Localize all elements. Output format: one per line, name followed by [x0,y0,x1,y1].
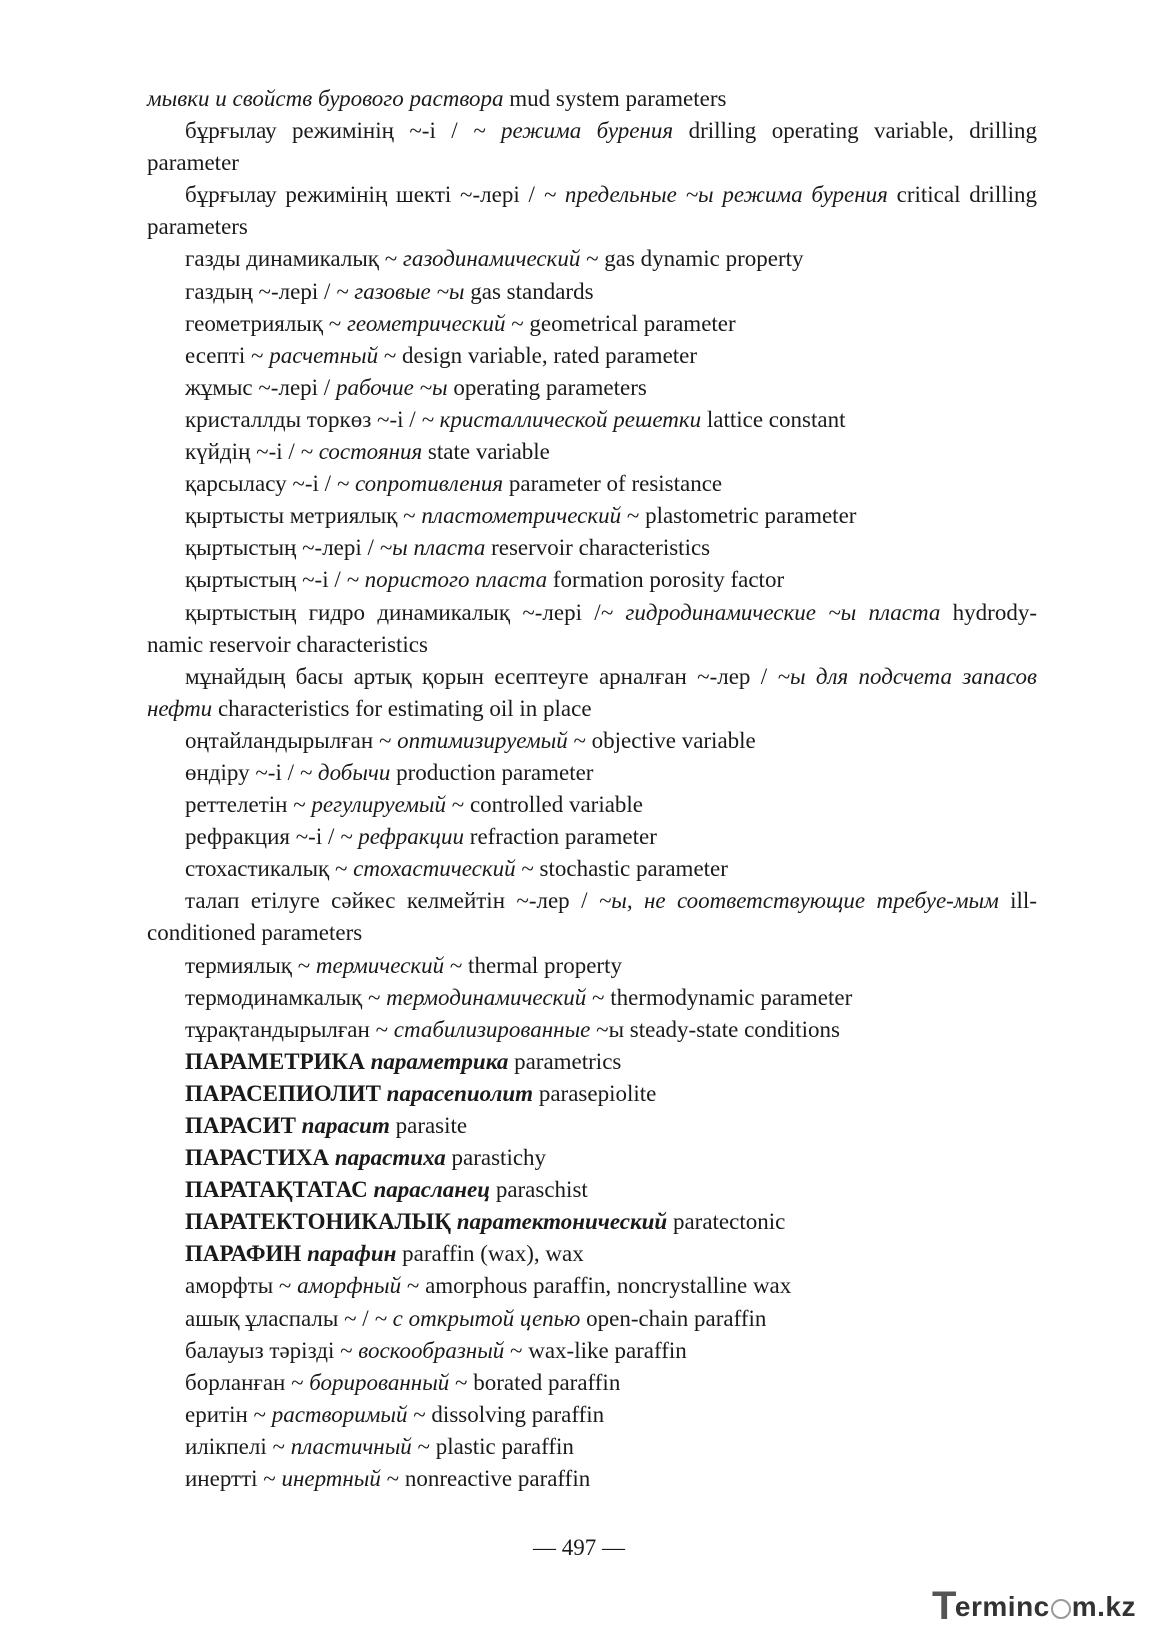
dictionary-entry [147,340,1037,372]
entry-text: critical drilling parameters [147,182,1037,240]
entry-text: refraction parameter [464,824,657,850]
entry-russian-italic: расчетный [269,342,379,368]
dictionary-entry [147,404,1037,436]
entry-text: тұрақтандырылған ~ [185,1016,394,1042]
logo-circle-icon [1051,1599,1071,1619]
entry-headword: ПАРАСЕПИОЛИТ [185,1080,381,1106]
entry-russian-italic: термодинамический [386,984,587,1010]
dictionary-entry [147,1431,1037,1463]
entry-russian-italic: аморфный [297,1273,402,1299]
entry-russian-italic: ~ сопротивления [336,471,504,497]
dictionary-entry [147,950,1037,982]
logo-letter-t: T [931,1584,957,1628]
entry-russian-italic: стохастический [353,856,516,882]
entry-text: еритін ~ [185,1401,272,1427]
dictionary-entry [147,1110,1037,1142]
dictionary-entry [147,1174,1037,1206]
dictionary-entry [147,982,1037,1014]
entry-text: paraffin (wax), wax [396,1241,584,1267]
entry-text: бұрғылау режимінің ~-і / [185,118,474,144]
entry-text: reservoir characteristics [485,535,711,561]
dictionary-entry [147,468,1037,500]
entry-russian-italic: газодинамический [402,246,581,272]
entry-text: ~ objective variable [567,727,756,753]
entry-headword: парасит [301,1113,390,1138]
entry-text: gas standards [464,278,594,304]
dictionary-entry [147,564,1037,596]
entry-text: газдың ~-лері / [185,278,337,304]
entry-text: күйдің ~-і / [185,439,301,465]
entry-text: кристаллды торкөз ~-і / [185,406,422,432]
entry-headword: ПАРАФИН [185,1241,302,1267]
dictionary-entry [147,1463,1037,1495]
entry-text: мұнайдың басы артық қорын есептеуге арналған ~-лер / [185,663,778,689]
logo-text-domain: m.kz [1071,1590,1136,1622]
entry-headword: ПАРАМЕТРИКА [185,1048,365,1074]
entry-headword: паратектонический [456,1209,668,1235]
dictionary-entry [147,532,1037,564]
entry-text: инертті ~ [185,1466,282,1492]
entry-text: термодинамкалық ~ [185,984,387,1010]
dictionary-entry [147,243,1037,275]
entry-text: operating parameters [447,374,647,400]
entry-text: ~ controlled variable [446,792,644,818]
entry-russian-italic: ~ пористого пласта [346,567,548,593]
entry-russian-italic: ~ с открытой цепью [374,1305,581,1331]
entry-russian-italic: инертный [281,1466,381,1492]
entry-russian-italic: мывки и свойств бурового раствора [147,86,504,111]
entry-text: ~ nonreactive paraffin [380,1466,591,1492]
entry-text: ~ geometrical parameter [505,310,736,336]
entry-russian-italic: пластометрический [421,503,622,529]
entry-text: илікпелі ~ [185,1433,291,1459]
entry-russian-italic: ~ы для подсчета запасов нефти [147,663,1037,721]
entry-text: hydrody-namic reservoir characteristics [147,599,1037,657]
dictionary-entry [147,661,1037,725]
dictionary-entry [147,885,1037,949]
dictionary-entry [147,1014,1037,1046]
dictionary-entry [147,1238,1037,1270]
entry-text: балауыз тәрізді ~ [185,1337,359,1363]
dictionary-entry [147,597,1037,661]
entry-text: қыртыстың ~-і / [185,567,347,593]
entry-headword: ПАРАСИТ [185,1113,296,1138]
logo-text-part: erminc [954,1590,1050,1622]
entry-russian-italic: рабочие ~ы [335,374,448,400]
entry-text: ill-conditioned parameters [147,888,1037,946]
dictionary-entry [147,1270,1037,1302]
entry-text: paraschist [490,1177,588,1203]
entry-text: өндіру ~-і / [185,759,300,785]
dictionary-entry [147,372,1037,404]
entry-text: ~ы steady-state conditions [590,1016,840,1042]
dictionary-entry [147,115,1037,179]
entry-russian-italic: ~ состояния [300,439,423,465]
entry-russian-italic: воскообразный [358,1337,505,1363]
dictionary-entry [147,276,1037,308]
entry-headword: парастиха [334,1145,446,1171]
entry-text: ~ gas dynamic property [580,246,804,272]
entry-text: есепті ~ [185,342,270,368]
dictionary-entry [147,821,1037,853]
entry-text: талап етілуге сәйкес келмейтін ~-лер / [185,888,599,914]
entry-text: lattice constant [701,406,846,432]
entry-text: ~ thermal property [444,952,622,978]
dictionary-entry [147,500,1037,532]
entry-text: стохастикалық ~ [185,856,354,882]
dictionary-entry [147,1303,1037,1335]
entry-russian-italic: регулируемый [311,792,447,818]
entry-text: ~ borated paraffin [449,1369,621,1395]
entry-russian-italic: ~ы, не соответствующие требуе-мым [598,888,999,914]
entry-text: open-chain paraffin [580,1305,767,1331]
entry-text: ашық ұласпалы ~ / [185,1305,375,1331]
entry-headword: парафин [307,1241,397,1267]
entry-russian-italic: ~ кристаллической решетки [421,406,702,432]
dictionary-entry [147,1206,1037,1238]
entry-text: ~ dissolving paraffin [407,1401,605,1427]
entry-russian-italic: растворимый [271,1401,408,1427]
dictionary-entry [147,179,1037,243]
dictionary-entry [147,1335,1037,1367]
entry-text: жұмыс ~-лері / [185,374,336,400]
entry-text: реттелетін ~ [185,792,312,818]
entry-headword: ПАРАСТИХА [185,1145,330,1171]
dictionary-entry [147,1367,1037,1399]
entry-text: геометриялық ~ [185,310,347,336]
entry-russian-italic: геометрический [346,310,506,336]
entry-text: parasite [389,1113,468,1138]
entry-text: қыртысты метриялық ~ [185,503,422,529]
dictionary-entry [147,757,1037,789]
entry-text: characteristics for estimating oil in place [212,695,592,721]
entry-text: бұрғылау режимінің шекті ~-лері / [185,182,544,208]
entry-text: formation porosity factor [547,567,785,593]
entry-text: қыртыстың гидро динамикалық ~-лері / [185,599,601,625]
dictionary-entry [147,853,1037,885]
entry-text: state variable [422,439,550,465]
entry-text: ~ design variable, rated parameter [378,342,698,368]
entry-russian-italic: борированный [309,1369,450,1395]
dictionary-entry [147,1142,1037,1174]
entry-text: parametrics [508,1048,622,1074]
dictionary-entry [147,1046,1037,1078]
entry-text: parastichy [445,1145,547,1171]
entry-text: оңтайландырылған ~ [185,727,398,753]
entry-headword: парасланец [373,1177,491,1203]
termincom-logo [932,1584,1136,1629]
dictionary-entry [147,83,1037,115]
entry-text: drilling operating variable, drilling parameter [147,118,1037,176]
entry-text: ~ thermodynamic parameter [586,984,853,1010]
entry-text: термиялық ~ [185,952,316,978]
dictionary-entry [147,725,1037,757]
entry-text: қыртыстың ~-лері / [185,535,380,561]
entry-headword: ПАРАТАҚТАТАС [185,1177,368,1203]
dictionary-entry [147,1399,1037,1431]
entry-russian-italic: ~ы пласта [379,535,486,561]
entry-text: paratectonic [667,1209,786,1235]
entry-text: газды динамикалық ~ [185,246,403,272]
entry-russian-italic: ~ предельные ~ы режима бурения [543,182,888,208]
entry-headword: параметрика [370,1048,509,1074]
entry-russian-italic: ~ рефракции [340,824,465,850]
entry-text: аморфты ~ [185,1273,298,1299]
dictionary-page-body [147,83,1037,1495]
entry-text: ~ stochastic parameter [515,856,728,882]
entry-russian-italic: ~ гидродинамические ~ы пласта [600,599,941,625]
entry-text: parameter of resistance [503,471,723,497]
dictionary-entry [147,1078,1037,1110]
entry-text: mud system parameters [503,86,727,111]
entry-text: ~ plastometric parameter [621,503,857,529]
entry-text: қарсыласу ~-і / [185,471,337,497]
dictionary-entry [147,789,1037,821]
entry-text: ~ amorphous paraffin, noncrystalline wax [401,1273,792,1299]
entry-text: ~ wax-like paraffin [504,1337,687,1363]
entry-headword: парасепиолит [386,1080,534,1106]
entry-text: parasepiolite [533,1080,657,1106]
entry-text: борланған ~ [185,1369,310,1395]
entry-russian-italic: ~ режима бурения [473,118,674,144]
dictionary-entry [147,436,1037,468]
entry-text: production parameter [390,759,594,785]
entry-russian-italic: ~ добычи [299,759,391,785]
page-number: — 497 — [533,1535,625,1560]
entry-russian-italic: ~ газовые ~ы [336,278,465,304]
entry-russian-italic: оптимизируемый [397,727,568,753]
entry-text: ~ plastic paraffin [411,1433,574,1459]
entry-russian-italic: пластичный [290,1433,412,1459]
entry-russian-italic: термический [315,952,445,978]
entry-text: рефракция ~-і / [185,824,341,850]
dictionary-entry [147,308,1037,340]
entry-russian-italic: стабилизированные [393,1016,591,1042]
entry-headword: ПАРАТЕКТОНИКАЛЫҚ [185,1209,451,1235]
